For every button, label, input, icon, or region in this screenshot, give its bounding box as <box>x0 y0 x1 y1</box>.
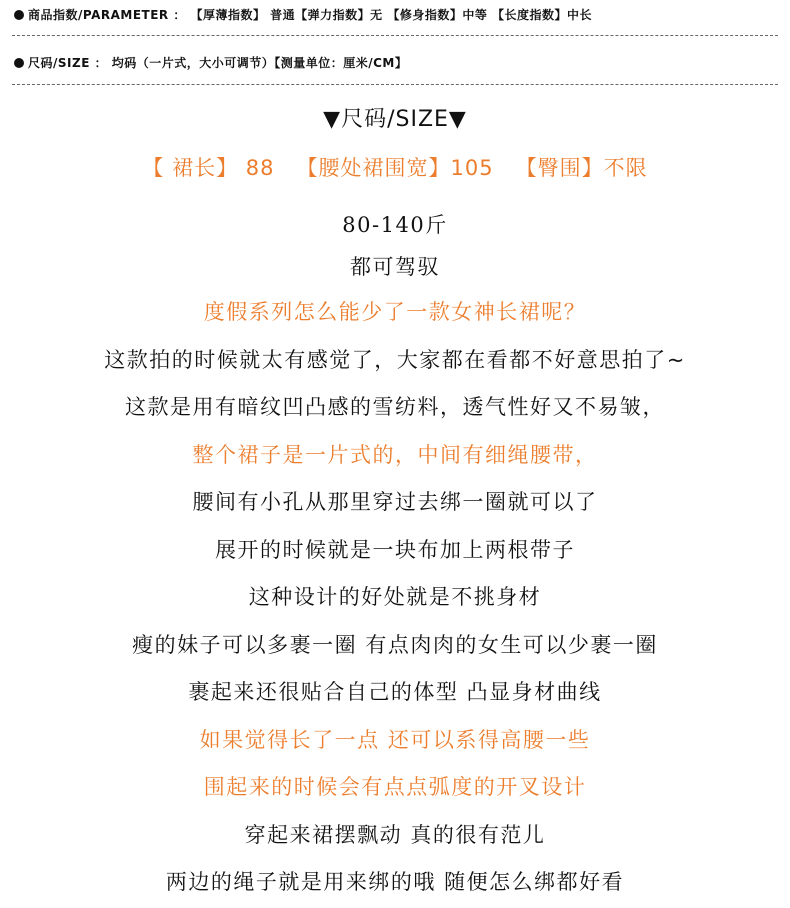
description-line: 这款拍的时候就太有感觉了，大家都在看都不好意思拍了~ <box>104 348 686 372</box>
size-measurements <box>0 154 790 182</box>
dashed-divider <box>12 84 778 85</box>
description-line: 这款是用有暗纹凹凸感的雪纺料，透气性好又不易皱， <box>125 395 665 419</box>
description-line: 这种设计的好处就是不挑身材 <box>248 585 542 609</box>
dashed-divider <box>12 35 778 36</box>
waist-value: 105 <box>450 156 494 180</box>
description-line: 展开的时候就是一块布加上两根带子 <box>215 538 575 562</box>
parameter-line <box>14 6 592 23</box>
description-line: 围起来的时候会有点点弧度的开叉设计 <box>203 775 587 799</box>
description-line: 腰间有小孔从那里穿过去绑一圈就可以了 <box>192 490 598 514</box>
description-line: 如果觉得长了一点 还可以系得高腰一些 <box>199 728 591 752</box>
skirt-length-value: 88 <box>245 156 275 180</box>
description-line: 穿起来裙摆飘动 真的很有范儿 <box>244 823 546 847</box>
bullet-icon <box>14 10 24 20</box>
weight-range: 80-140斤 <box>342 213 448 237</box>
description-line: 裹起来还很贴合自己的体型 凸显身材曲线 <box>188 680 602 704</box>
bullet-icon <box>14 58 24 68</box>
description-line: 瘦的妹子可以多裹一圈 有点肉肉的女生可以少裹一圈 <box>132 633 658 657</box>
description-line: 整个裙子是一片式的，中间有细绳腰带， <box>192 443 598 467</box>
weight-note: 都可驾驭 <box>350 255 440 279</box>
size-text: 尺码/SIZE ： 均码（一片式，大小可调节）【测量单位：厘米/CM】 <box>28 56 408 70</box>
size-heading: ▼尺码/SIZE▼ <box>323 107 467 132</box>
skirt-length-label: 【 裙长】 <box>142 156 239 180</box>
parameter-text: 商品指数/PARAMETER ： 【厚薄指数】 普通【弹力指数】无 【修身指数】中等 【长度指数】中长 <box>28 8 593 22</box>
hip-label: 【臀围】 <box>515 156 604 180</box>
waist-label: 【腰处裙围宽】 <box>296 156 451 180</box>
description-line: 度假系列怎么能少了一款女神长裙呢？ <box>203 300 587 324</box>
size-line <box>14 54 407 71</box>
description-line: 两边的绳子就是用来绑的哦 随便怎么绑都好看 <box>165 870 625 894</box>
hip-value: 不限 <box>603 156 648 180</box>
